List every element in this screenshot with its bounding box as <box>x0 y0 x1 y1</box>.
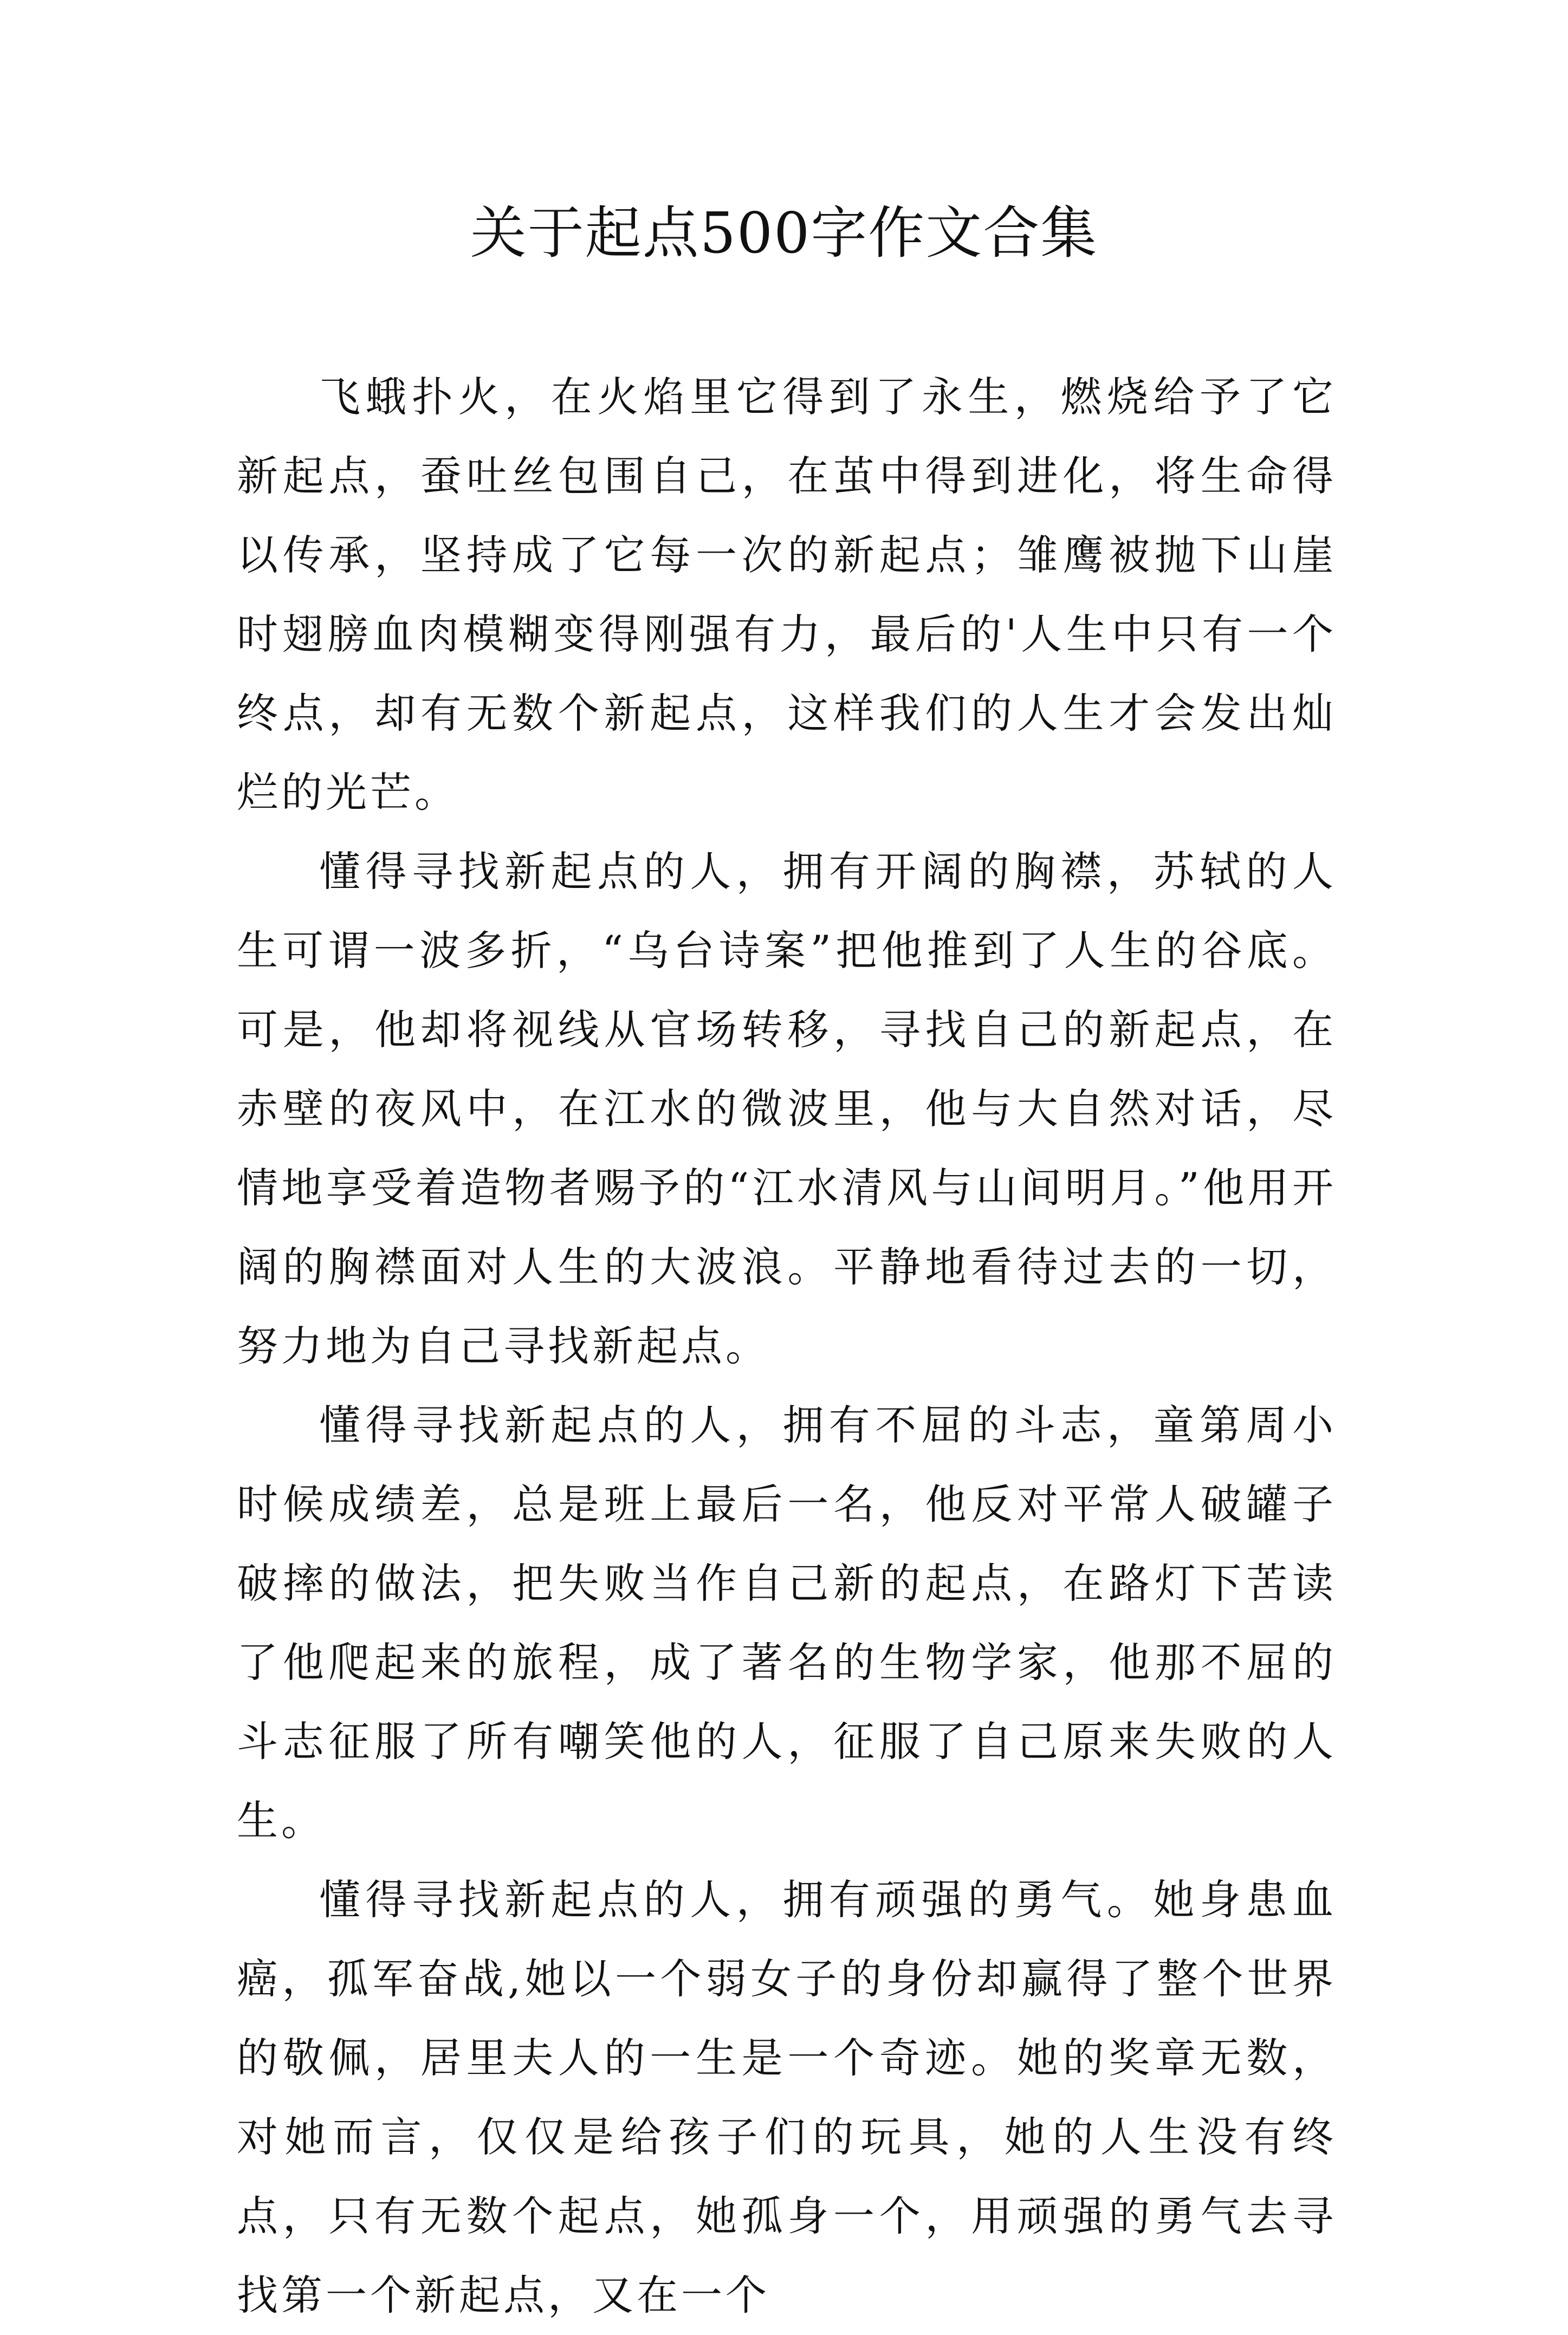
document-title: 关于起点500字作文合集 <box>470 200 1098 266</box>
paragraph: 飞蛾扑火，在火焰里它得到了永生，燃烧给予了它新起点，蚕吐丝包围自己，在茧中得到进化，将生命得以传承，坚持成了它每一次的新起点；雏鹰被抛下山崖时翅膀血肉模糊变得刚强有力，最后的'人生中只有一个终点，却有无数个新起点，这样我们的人生才会发出灿烂的光芒。 <box>237 373 1337 816</box>
document-body <box>237 358 1337 2335</box>
paragraph: 懂得寻找新起点的人，拥有开阔的胸襟，苏轼的人生可谓一波多折，“乌台诗案”把他推到了人生的谷底。可是，他却将视线从官场转移，寻找自己的新起点，在赤壁的夜风中，在江水的微波里，他与大自然对话，尽情地享受着造物者赐予的“江水清风与山间明月。”他用开阔的胸襟面对人生的大波浪。平静地看待过去的一切，努力地为自己寻找新起点。 <box>237 847 1337 1370</box>
paragraph: 懂得寻找新起点的人，拥有不屈的斗志，童第周小时候成绩差，总是班上最后一名，他反对平常人破罐子破摔的做法，把失败当作自己新的起点，在路灯下苦读了他爬起来的旅程，成了著名的生物学家，他那不屈的斗志征服了所有嘲笑他的人，征服了自己原来失败的人生。 <box>237 1401 1337 1845</box>
paragraph: 懂得寻找新起点的人，拥有顽强的勇气。她身患血癌，孤军奋战,她以一个弱女子的身份却赢得了整个世界的敬佩，居里夫人的一生是一个奇迹。她的奖章无数，对她而言，仅仅是给孩子们的玩具，她的人生没有终点，只有无数个起点，她孤身一个，用顽强的勇气去寻找第一个新起点，又在一个 <box>237 1876 1337 2319</box>
